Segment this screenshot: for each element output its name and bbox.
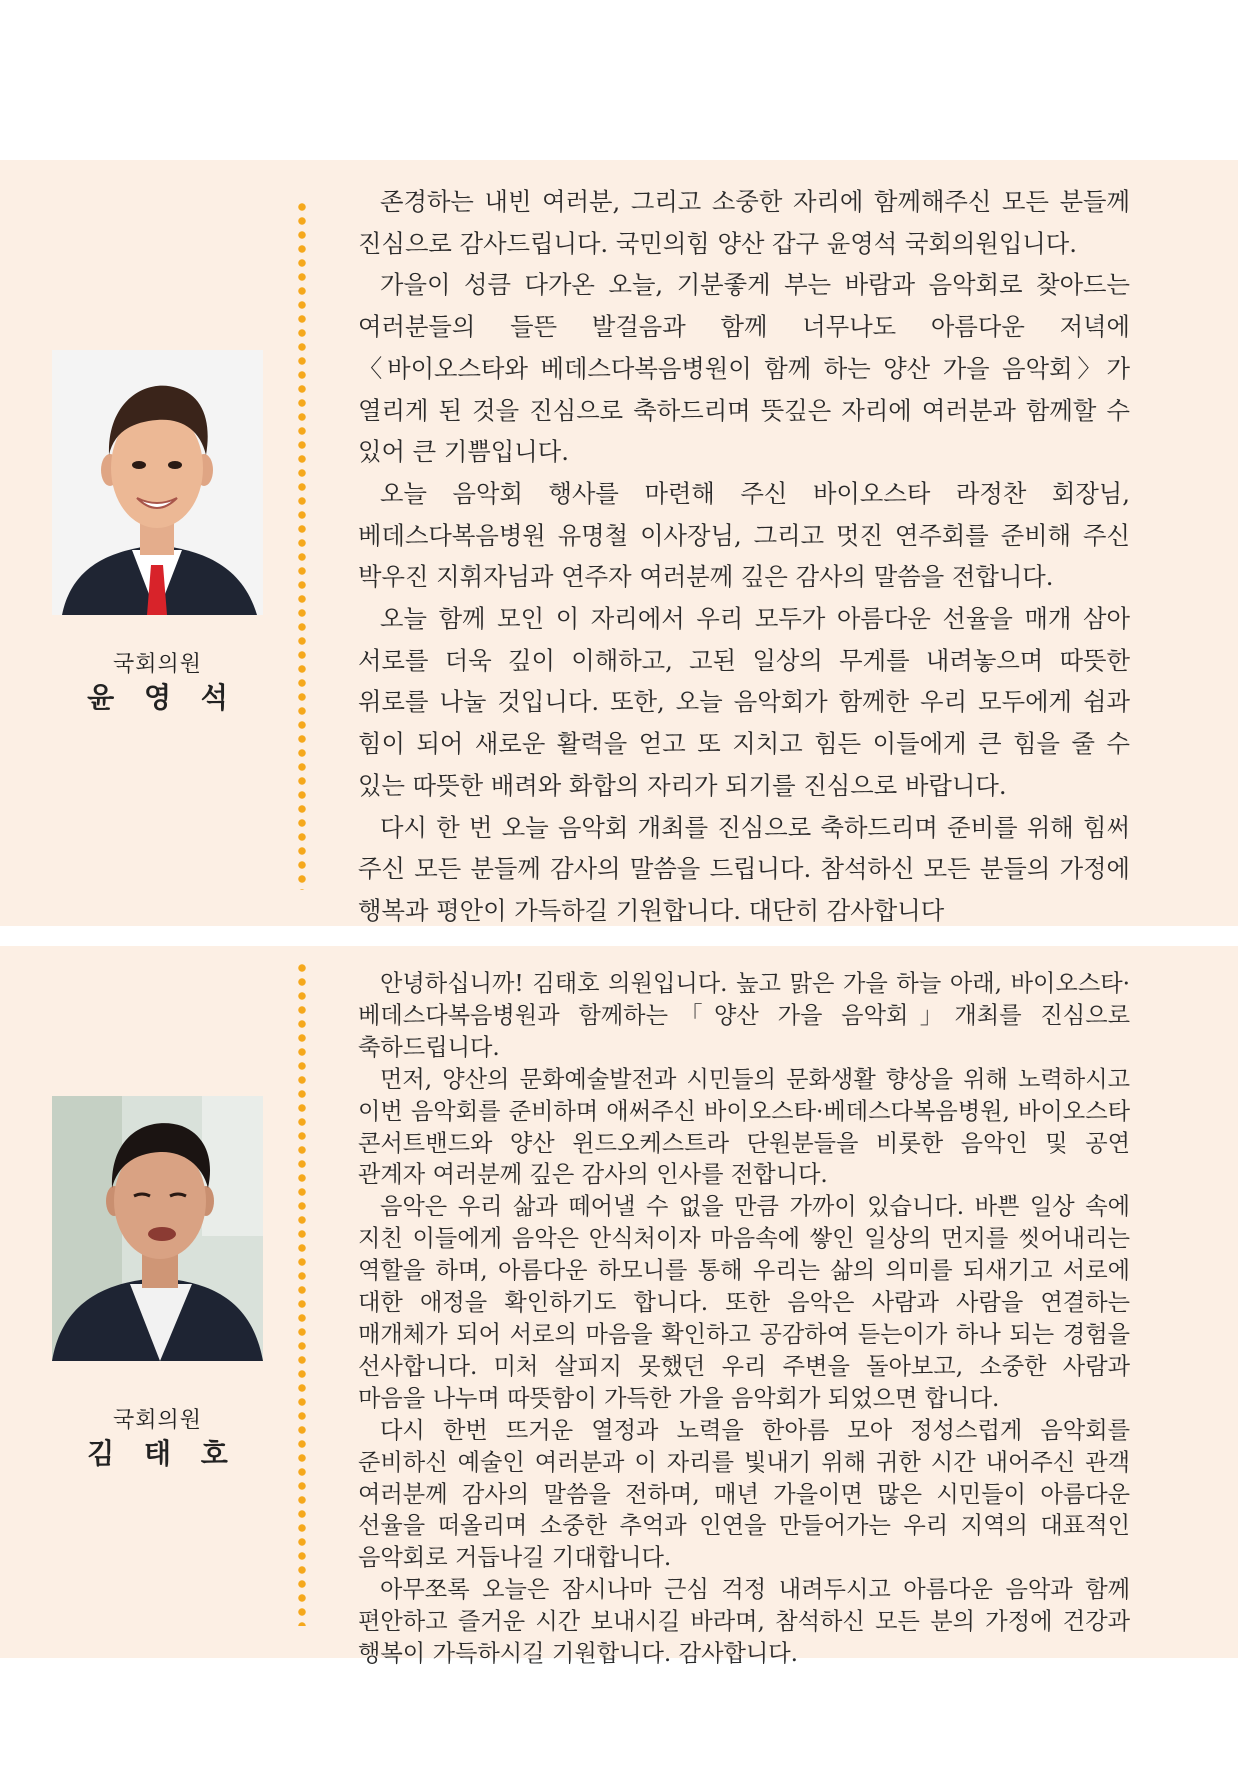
speaker-name: 윤 영 석 bbox=[87, 681, 238, 714]
paragraph: 다시 한 번 오늘 음악회 개최를 진심으로 축하드리며 준비를 위해 힘써 주신 모든 분들께 감사의 말씀을 드립니다. 참석하신 모든 분들의 가정에 행복과 평안이 가득하길 기원합니다. 대단히 감사합니다 bbox=[358, 812, 1130, 925]
speaker-role: 국회의원 bbox=[112, 652, 202, 677]
paragraph: 안녕하십니까! 김태호 의원입니다. 높고 맑은 가을 하늘 아래, 바이오스타·베데스다복음병원과 함께하는「양산 가을 음악회」개최를 진심으로 축하드립니다. bbox=[358, 970, 1130, 1061]
speaker-caption bbox=[52, 1406, 263, 1472]
speaker-caption bbox=[52, 650, 263, 716]
paragraph: 다시 한번 뜨거운 열정과 노력을 한아름 모아 정성스럽게 음악회를 준비하신 예술인 여러분과 이 자리를 빛내기 위해 귀한 시간 내어주신 관객 여러분께 감사의 말씀을 전하며, 매년 가을이면 많은 시민들이 아름다운 선율을 떠올리며 소중한 추억과 인연을 만들어가는 우리 지역의 대표적인 음악회로 거듭나길 기대합니다. bbox=[358, 1416, 1130, 1572]
greeting-text bbox=[358, 968, 1130, 1670]
paragraph: 존경하는 내빈 여러분, 그리고 소중한 자리에 함께해주신 모든 분들께 진심으로 감사드립니다. 국민의힘 양산 갑구 윤영석 국회의원입니다. bbox=[358, 187, 1130, 258]
portrait-photo bbox=[52, 1096, 263, 1361]
paragraph: 오늘 음악회 행사를 마련해 주신 바이오스타 라정찬 회장님, 베데스다복음병원 유명철 이사장님, 그리고 멋진 연주회를 준비해 주신 박우진 지휘자님과 연주자 여러분께 깊은 감사의 말씀을 전합니다. bbox=[358, 478, 1130, 592]
speaker-name: 김 태 호 bbox=[87, 1437, 238, 1470]
portrait-illustration bbox=[52, 1096, 263, 1361]
portrait-photo bbox=[52, 350, 263, 615]
speaker-role: 국회의원 bbox=[112, 1408, 202, 1433]
portrait-illustration bbox=[52, 350, 263, 615]
greeting-section-1 bbox=[0, 160, 1238, 926]
paragraph: 오늘 함께 모인 이 자리에서 우리 모두가 아름다운 선율을 매개 삼아 서로를 더욱 깊이 이해하고, 고된 일상의 무게를 내려놓으며 따뜻한 위로를 나눌 것입니다. 또한, 오늘 음악회가 함께한 우리 모두에게 쉼과 힘이 되어 새로운 활력을 얻고 또 지치고 힘든 이들에게 큰 힘을 줄 수 있는 따뜻한 배려와 화합의 자리가 되기를 진심으로 바랍니다. bbox=[358, 604, 1130, 800]
dotted-divider bbox=[297, 961, 307, 1626]
paragraph: 먼저, 양산의 문화예술발전과 시민들의 문화생활 향상을 위해 노력하시고 이번 음악회를 준비하며 애써주신 바이오스타·베데스다복음병원, 바이오스타 콘서트밴드와 양산 윈드오케스트라 단원분들을 비롯한 음악인 및 공연 관계자 여러분께 깊은 감사의 인사를 전합니다. bbox=[358, 1065, 1130, 1189]
greeting-section-2 bbox=[0, 946, 1238, 1668]
greeting-text bbox=[358, 181, 1130, 932]
paragraph: 음악은 우리 삶과 떼어낼 수 없을 만큼 가까이 있습니다. 바쁜 일상 속에 지친 이들에게 음악은 안식처이자 마음속에 쌓인 일상의 먼지를 씻어내리는 역할을 하며, 아름다운 하모니를 통해 우리는 삶의 의미를 되새기고 서로에 대한 애정을 확인하기도 합니다. 또한 음악은 사람과 사람을 연결하는 매개체가 되어 서로의 마음을 확인하고 공감하여 듣는이가 하나 되는 경험을 선사합니다. 미처 살피지 못했던 우리 주변을 돌아보고, 소중한 사람과 마음을 나누며 따뜻함이 가득한 가을 음악회가 되었으면 합니다. bbox=[358, 1193, 1130, 1412]
paragraph: 가을이 성큼 다가온 오늘, 기분좋게 부는 바람과 음악회로 찾아드는 여러분들의 들뜬 발걸음과 함께 너무나도 아름다운 저녁에 〈바이오스타와 베데스다복음병원이 함께 하는 양산 가을 음악회〉가 열리게 된 것을 진심으로 축하드리며 뜻깊은 자리에 여러분과 함께할 수 있어 큰 기쁨입니다. bbox=[358, 270, 1130, 467]
dotted-divider bbox=[297, 200, 307, 890]
paragraph: 아무쪼록 오늘은 잠시나마 근심 걱정 내려두시고 아름다운 음악과 함께 편안하고 즐거운 시간 보내시길 바라며, 참석하신 모든 분의 가정에 건강과 행복이 가득하시길 기원합니다. 감사합니다. bbox=[358, 1576, 1130, 1668]
